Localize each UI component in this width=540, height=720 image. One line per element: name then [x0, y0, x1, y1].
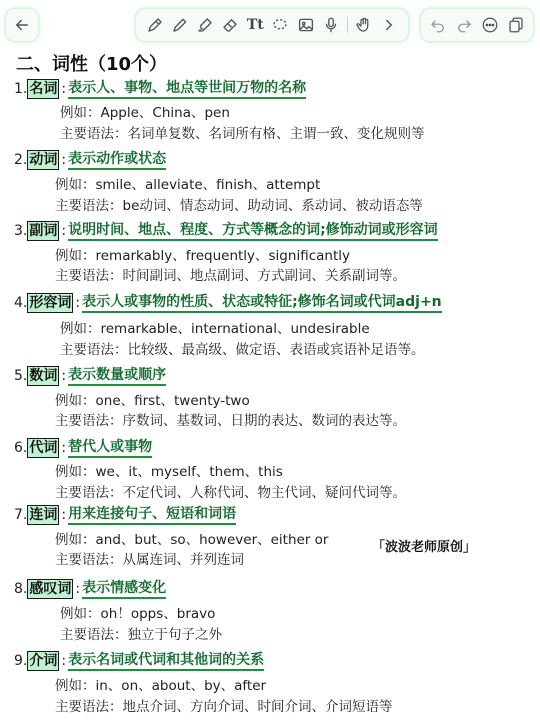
- grammar-text: 主要语法：从属连词、并列连词: [55, 552, 244, 568]
- pen-icon[interactable]: [146, 16, 164, 34]
- term-box: 数词: [29, 368, 58, 384]
- grammar-text: 主要语法：比较级、最高级、做定语、表语或宾语补足语等。: [60, 342, 425, 358]
- grammar-text: 主要语法：名词单复数、名词所有格、主谓一致、变化规则等: [60, 126, 425, 142]
- section-conjunction: 7. 连词 : 用来连接句子、短语和词语: [14, 505, 237, 523]
- grammar-text: 主要语法：地点介词、方向介词、时间介词、介词短语等: [55, 699, 393, 715]
- section-number: 8.: [14, 581, 28, 597]
- example-text: 例如：remarkable、international、undesirable: [60, 321, 370, 337]
- definition: 替代人或事物: [68, 439, 152, 458]
- example-text: 例如：one、first、twenty-two: [55, 393, 250, 409]
- term-box: 代词: [29, 440, 58, 456]
- text-tool-icon[interactable]: Tt: [246, 17, 264, 33]
- hand-icon[interactable]: [355, 16, 373, 34]
- grammar-text: 主要语法：时间副词、地点副词、方式副词、关系副词等。: [55, 268, 406, 284]
- redo-icon[interactable]: [455, 16, 473, 34]
- section-number: 7.: [14, 507, 28, 523]
- section-preposition: 9. 介词 : 表示名词或代词和其他词的关系: [14, 651, 265, 669]
- lasso-icon[interactable]: [271, 16, 289, 34]
- term-box: 名词: [29, 81, 58, 97]
- image-icon[interactable]: [297, 16, 315, 34]
- term-box: 副词: [29, 223, 58, 239]
- section-adjective: 4. 形容词 : 表示人或事物的性质、状态或特征;修饰名词或代词adj+n: [14, 293, 442, 311]
- grammar-text: 主要语法：序数词、基数词、日期的表达、数词的表达等。: [55, 413, 406, 429]
- example-text: 例如：we、it、myself、them、this: [55, 464, 283, 480]
- highlighter-icon[interactable]: [196, 16, 214, 34]
- definition: 表示动作或状态: [68, 151, 166, 170]
- definition: 表示人或事物的性质、状态或特征;修饰名词或代词adj+n: [82, 294, 442, 313]
- page-title: 二、词性（10个）: [16, 54, 168, 75]
- term-box: 形容词: [29, 295, 72, 311]
- example-text: 例如：Apple、China、pen: [60, 105, 230, 121]
- definition: 说明时间、地点、程度、方式等概念的词;修饰动词或形容词: [68, 222, 438, 241]
- section-number: 2.: [14, 152, 28, 168]
- section-verb: 2. 动词 : 表示动作或状态: [14, 150, 167, 168]
- term-box: 介词: [29, 653, 58, 669]
- example-text: 例如：and、but、so、however、either or: [55, 532, 329, 548]
- undo-icon[interactable]: [429, 16, 447, 34]
- section-number: 1.: [14, 81, 28, 97]
- back-button[interactable]: [6, 9, 38, 41]
- more-icon[interactable]: [481, 16, 499, 34]
- example-text: 例如：remarkably、frequently、significantly: [55, 248, 350, 264]
- definition: 表示人、事物、地点等世间万物的名称: [68, 80, 306, 99]
- section-number: 3.: [14, 223, 28, 239]
- section-interjection: 8. 感叹词 : 表示情感变化: [14, 579, 167, 597]
- toolbar-divider: [347, 17, 348, 33]
- section-number: 9.: [14, 653, 28, 669]
- microphone-icon[interactable]: [322, 16, 340, 34]
- grammar-text: 主要语法：be动词、情态动词、助动词、系动词、被动语态等: [55, 198, 423, 214]
- pencil-icon[interactable]: [171, 16, 189, 34]
- example-text: 例如：oh！opps、bravo: [60, 606, 216, 622]
- arrow-left-icon: [13, 16, 31, 34]
- definition: 表示情感变化: [82, 580, 166, 599]
- chevron-right-icon[interactable]: [380, 16, 398, 34]
- section-number: 6.: [14, 440, 28, 456]
- term-box: 连词: [29, 507, 58, 523]
- term-box: 动词: [29, 152, 58, 168]
- term-box: 感叹词: [29, 581, 72, 597]
- example-text: 例如：smile、alleviate、finish、attempt: [55, 177, 321, 193]
- pages-icon[interactable]: [507, 16, 525, 34]
- drawing-tools: [136, 9, 408, 41]
- section-numeral: 5. 数词 : 表示数量或顺序: [14, 366, 167, 384]
- grammar-text: 主要语法：不定代词、人称代词、物主代词、疑问代词等。: [55, 485, 406, 501]
- history-tools: [421, 9, 533, 41]
- section-pronoun: 6. 代词 : 替代人或事物: [14, 438, 153, 456]
- definition: 表示数量或顺序: [68, 367, 166, 386]
- definition: 用来连接句子、短语和词语: [68, 506, 236, 525]
- section-adverb: 3. 副词 : 说明时间、地点、程度、方式等概念的词;修饰动词或形容词: [14, 221, 438, 239]
- example-text: 例如：in、on、about、by、after: [55, 678, 267, 694]
- eraser-icon[interactable]: [221, 16, 239, 34]
- grammar-text: 主要语法：独立于句子之外: [60, 627, 222, 643]
- section-number: 4.: [14, 295, 28, 311]
- section-noun: 1. 名词 : 表示人、事物、地点等世间万物的名称: [14, 79, 307, 97]
- section-number: 5.: [14, 368, 28, 384]
- definition: 表示名词或代词和其他词的关系: [68, 652, 264, 671]
- toolbar: [0, 0, 540, 46]
- author-badge: 「波波老师原创」: [372, 540, 477, 555]
